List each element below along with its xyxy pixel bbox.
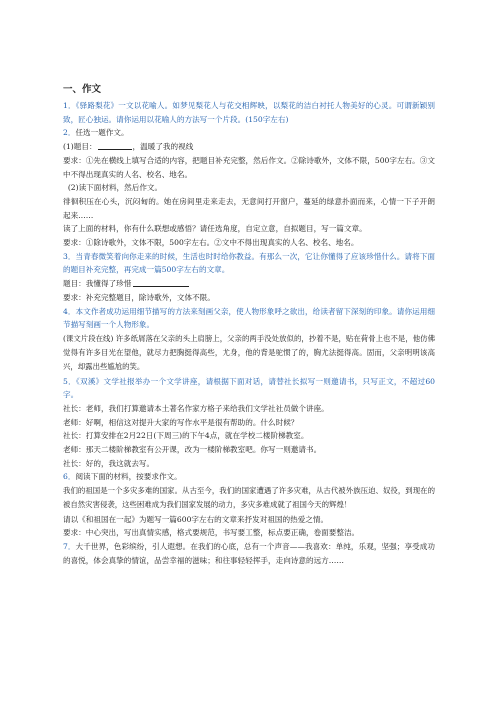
question-text: 《双溪》文学社报举办一个文学讲座，请根据下面对话，请替社长拟写一则邀请书，只写正文，不超过60字。 <box>63 376 435 400</box>
question-text: 本文作者成功运用细节描写的方法来刻画父亲，使人物形象呼之欲出，给读者留下深刻的印象。请你运用细节描写刻画一个人物形象。 <box>63 306 435 330</box>
question-3-requirement: 要求：补充完整题目，除诗歌外，文体不限。 <box>63 292 215 302</box>
question-4-excerpt: (课文片段在线) 许多纸屑落在父亲的头上肩膀上，父亲的两手没处放似的，抄着不是，贴在荷骨上也不是，他仿佛觉得有许多目光在望他，就尽力把胸挺得高些，尤身，他的背是驼惯了的，胸尤法挺得高。固而，父亲明明该高兴，却露出些尴尬的笑。 <box>63 333 435 372</box>
question-3-title: 题目：我懂得了珍惜 <box>63 277 435 291</box>
question-6-requirement: 要求：中心突出，写出真情实感，格式要规范，书写要工整，标点要正确，卷面要整洁。 <box>63 528 360 538</box>
question-2-requirement-1: 要求：①先在横线上填写合适的内容，把题目补充完整，然后作文。②除诗歌外，文体不限，500字左右。③文中不得出现真实的人名、校名、地名。 <box>63 155 435 179</box>
question-7 <box>63 540 435 567</box>
dialogue-line: 社长：打算安排在2月22日(下周三)的下午4点，就在学校二楼阶梯教室。 <box>63 431 309 441</box>
question-1 <box>63 99 435 126</box>
question-text: 阅读下面的材料，按要求作文。 <box>75 472 182 482</box>
question-number: 7． <box>63 542 76 551</box>
question-text: 当青春微笑着向你走来的时候，生活也时时给你教益。有那么一次，它让你懂得了应该珍惜什么。请将下面的题目补充完整，再完成一篇500字左右的文章。 <box>63 251 435 275</box>
dialogue-line: 老师：好啊，相信这对提升大家的写作水平是很有帮助的。什么时候？ <box>63 417 299 427</box>
question-2 <box>63 126 435 140</box>
question-number: 2． <box>63 128 76 138</box>
question-text: 《驿路梨花》一文以花喻人。如梦见梨花人与花交相辉映，以梨花的洁白衬托人物美好的心灵。可谓新颖别致，匠心独运。请你运用以花喻人的方法写一个片段。(150字左右) <box>63 101 435 124</box>
question-5 <box>63 375 435 402</box>
question-number: 6． <box>63 472 76 482</box>
dialogue-line: 社长：好的，我这就去写。 <box>63 458 155 468</box>
fill-in-blank <box>98 141 132 150</box>
question-2-topic-1 <box>63 140 435 154</box>
question-6 <box>63 470 435 484</box>
question-number: 5． <box>63 376 76 386</box>
question-number: 1． <box>63 101 76 110</box>
question-number: 3． <box>63 251 76 261</box>
fill-in-blank <box>133 278 189 287</box>
topic-prefix: (1)题目： <box>63 142 97 152</box>
question-2-prompt: 读了上面的材料，你有什么联想或感悟？请任选角度，自定立意，自拟题目，写一篇文章。 <box>63 224 367 234</box>
topic-suffix: ，温暖了我的视线 <box>132 142 194 152</box>
question-text: 任选一题作文。 <box>75 128 129 138</box>
question-4 <box>63 305 435 332</box>
question-2-material: 徘徊积压在心头，沉闷甸的。她在房间里走来走去，无意间打开窗户，蔓延的绿意扑面而来，心情一下子开朗起来…… <box>63 196 435 220</box>
question-text: 大千世界，色彩缤纷，引人遐想。在我们的心底，总有一个声音——我喜欢：单纯，乐观，坚强；享受成功的喜悦，体会真挚的情谊，品尝幸福的滋味；和往事轻轻挥手，走向诗意的远方…… <box>63 542 435 565</box>
question-6-material: 我们的祖国是一个多灾多难的国家。从古至今，我们的国家遭遇了许多灾难，从古代被外族压迫、奴役，到现在的被自然灾害侵袭，这些困难成为我们国家发展的动力，多灾多难成就了祖国今天的辉煌！ <box>63 486 435 510</box>
question-2-topic-2: (2)读下面材料，然后作文。 <box>67 183 163 193</box>
question-number: 4． <box>63 306 76 316</box>
question-2-requirement-2: 要求：①除诗歌外，文体不限，500字左右。②文中不得出现真实的人名、校名、地名。 <box>63 238 359 248</box>
section-title: 一、作文 <box>63 84 102 95</box>
question-3 <box>63 250 435 277</box>
question-6-prompt: 请以《和祖国在一起》为题写一篇600字左右的文章来抒发对祖国的热爱之情。 <box>63 514 329 524</box>
dialogue-line: 老师：那天二楼阶梯教室有公开课，改为一楼阶梯教室吧。你写一则邀请书。 <box>63 445 322 455</box>
dialogue-line: 社长：老师，我们打算邀请本土著名作家方格子来给我们文学社社员做个讲座。 <box>63 403 329 413</box>
document-page <box>63 84 435 567</box>
